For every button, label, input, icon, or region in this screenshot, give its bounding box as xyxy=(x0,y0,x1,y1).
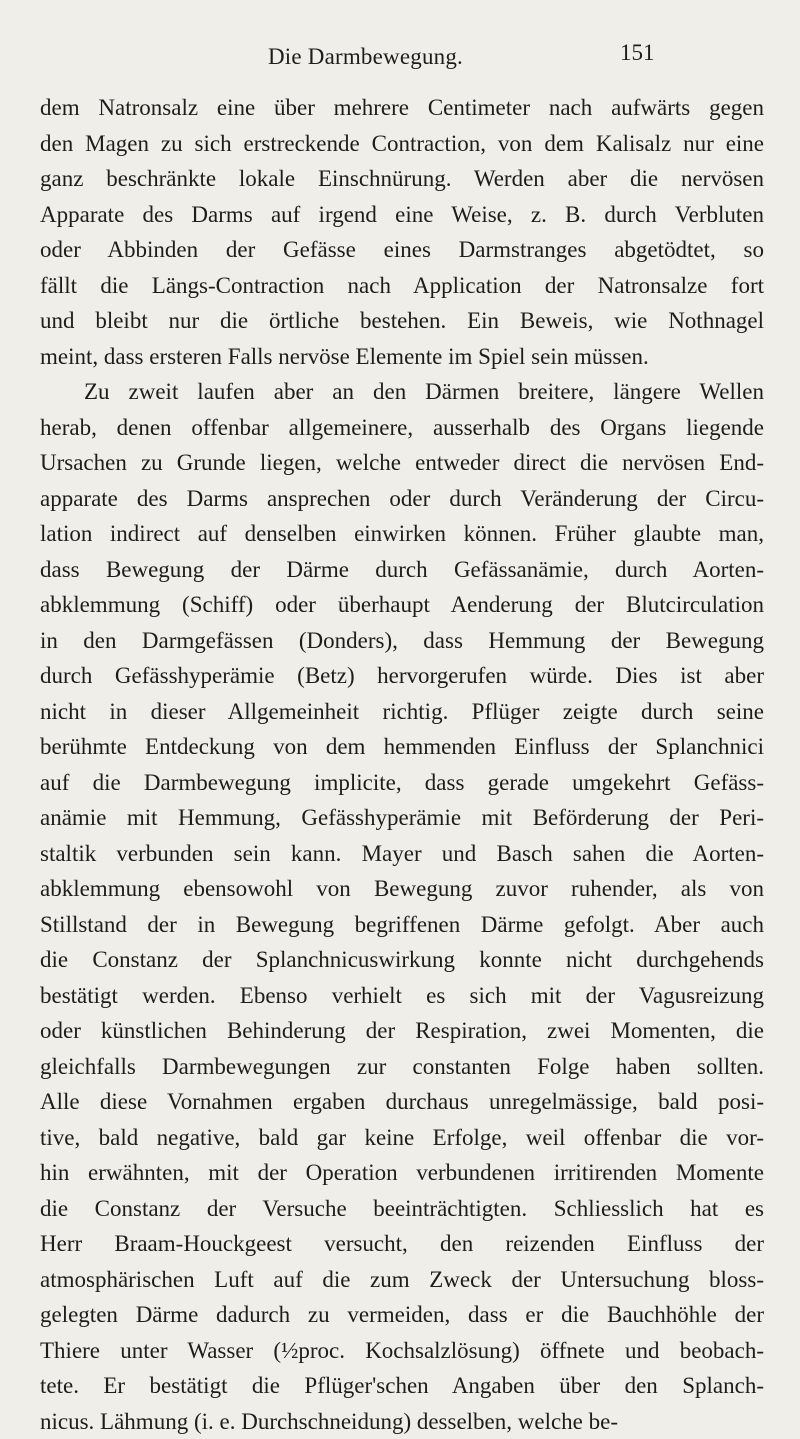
text-line: den Magen zu sich erstreckende Contraction, von dem Kalisalz nur eine xyxy=(40,126,764,162)
page-number: 151 xyxy=(620,40,655,66)
text-line: durch Gefässhyperämie (Betz) hervorgerufen würde. Dies ist aber xyxy=(40,658,764,694)
text-line: apparate des Darms ansprechen oder durch Veränderung der Circu- xyxy=(40,481,764,517)
text-line: tete. Er bestätigt die Pflüger'schen Angaben über den Splanch- xyxy=(40,1368,764,1404)
text-line: gleichfalls Darmbewegungen zur constanten Folge haben sollten. xyxy=(40,1049,764,1085)
text-line: oder Abbinden der Gefässe eines Darmstranges abgetödtet, so xyxy=(40,232,764,268)
text-line: Zu zweit laufen aber an den Därmen breitere, längere Wellen xyxy=(40,374,764,410)
text-line: nicht in dieser Allgemeinheit richtig. Pflüger zeigte durch seine xyxy=(40,694,764,730)
text-line: lation indirect auf denselben einwirken können. Früher glaubte man, xyxy=(40,516,764,552)
body-text xyxy=(40,90,764,1439)
text-line: bestätigt werden. Ebenso verhielt es sich mit der Vagusreizung xyxy=(40,978,764,1014)
text-line: anämie mit Hemmung, Gefässhyperämie mit Beförderung der Peri- xyxy=(40,800,764,836)
text-line: dem Natronsalz eine über mehrere Centimeter nach aufwärts gegen xyxy=(40,90,764,126)
text-line: Ursachen zu Grunde liegen, welche entweder direct die nervösen End- xyxy=(40,445,764,481)
text-line: die Constanz der Versuche beeinträchtigten. Schliesslich hat es xyxy=(40,1191,764,1227)
running-head xyxy=(0,0,800,90)
text-line: auf die Darmbewegung implicite, dass gerade umgekehrt Gefäss- xyxy=(40,765,764,801)
text-line: meint, dass ersteren Falls nervöse Elemente im Spiel sein müssen. xyxy=(40,339,764,375)
text-line: atmosphärischen Luft auf die zum Zweck der Untersuchung bloss- xyxy=(40,1262,764,1298)
text-line: fällt die Längs-Contraction nach Application der Natronsalze fort xyxy=(40,268,764,304)
text-line: Thiere unter Wasser (½proc. Kochsalzlösung) öffnete und beobach- xyxy=(40,1333,764,1369)
text-line: berühmte Entdeckung von dem hemmenden Einfluss der Splanchnici xyxy=(40,729,764,765)
text-line: Apparate des Darms auf irgend eine Weise, z. B. durch Verbluten xyxy=(40,197,764,233)
text-line: tive, bald negative, bald gar keine Erfolge, weil offenbar die vor- xyxy=(40,1120,764,1156)
text-line: in den Darmgefässen (Donders), dass Hemmung der Bewegung xyxy=(40,623,764,659)
text-line: oder künstlichen Behinderung der Respiration, zwei Momenten, die xyxy=(40,1013,764,1049)
text-line: staltik verbunden sein kann. Mayer und Basch sahen die Aorten- xyxy=(40,836,764,872)
text-line: ganz beschränkte lokale Einschnürung. Werden aber die nervösen xyxy=(40,161,764,197)
text-line: dass Bewegung der Därme durch Gefässanämie, durch Aorten- xyxy=(40,552,764,588)
running-title: Die Darmbewegung. xyxy=(268,44,463,70)
text-line: Stillstand der in Bewegung begriffenen Därme gefolgt. Aber auch xyxy=(40,907,764,943)
text-line: Herr Braam-Houckgeest versucht, den reizenden Einfluss der xyxy=(40,1226,764,1262)
text-line: Alle diese Vornahmen ergaben durchaus unregelmässige, bald posi- xyxy=(40,1084,764,1120)
text-line: abklemmung (Schiff) oder überhaupt Aenderung der Blutcirculation xyxy=(40,587,764,623)
text-line: abklemmung ebensowohl von Bewegung zuvor ruhender, als von xyxy=(40,871,764,907)
text-line: die Constanz der Splanchnicuswirkung konnte nicht durchgehends xyxy=(40,942,764,978)
text-line: und bleibt nur die örtliche bestehen. Ein Beweis, wie Nothnagel xyxy=(40,303,764,339)
text-line: nicus. Lähmung (i. e. Durchschneidung) desselben, welche be- xyxy=(40,1404,764,1439)
text-line: hin erwähnten, mit der Operation verbundenen irritirenden Momente xyxy=(40,1155,764,1191)
text-line: gelegten Därme dadurch zu vermeiden, dass er die Bauchhöhle der xyxy=(40,1297,764,1333)
text-line: herab, denen offenbar allgemeinere, ausserhalb des Organs liegende xyxy=(40,410,764,446)
